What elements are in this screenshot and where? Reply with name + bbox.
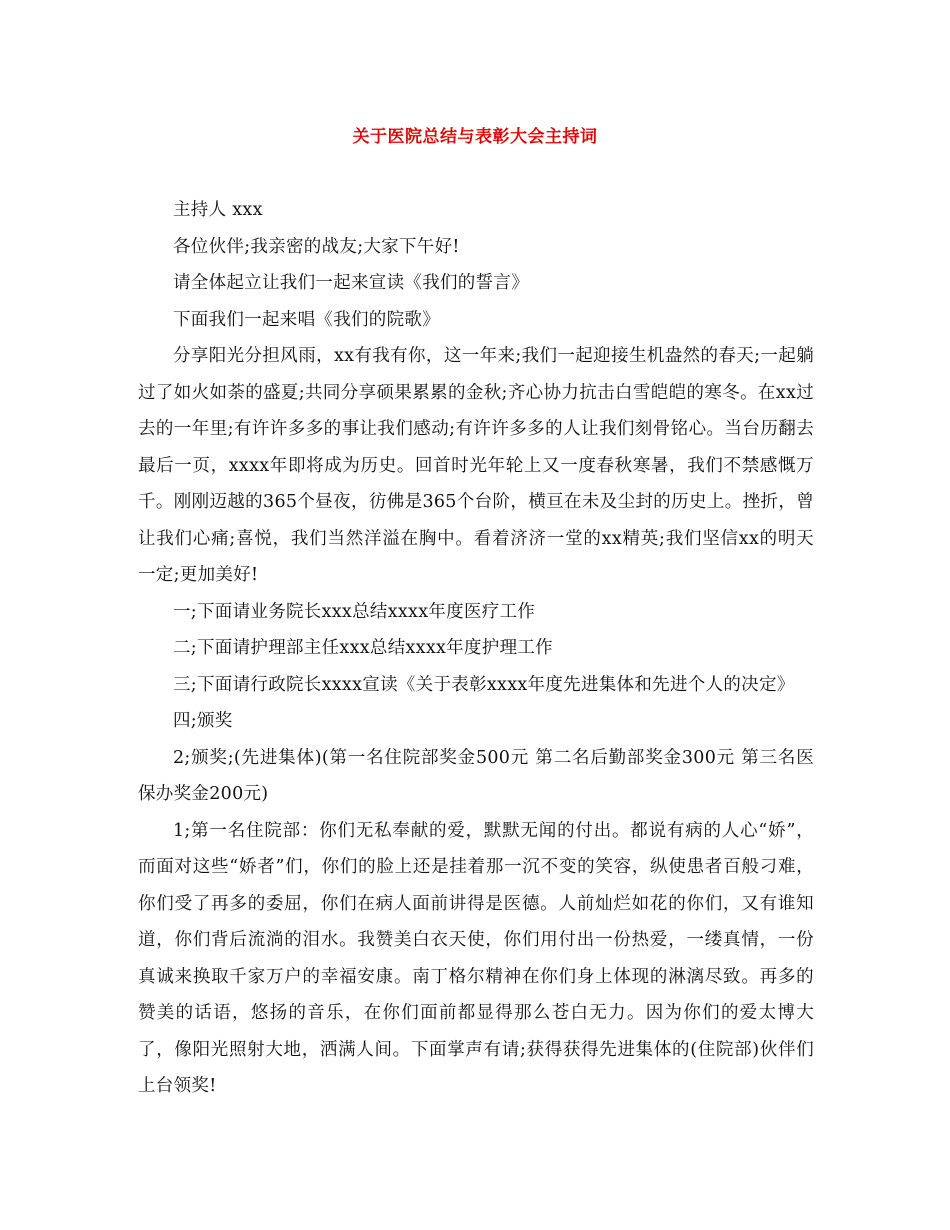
award-list-paragraph: 2;颁奖;(先进集体)(第一名住院部奖金500元 第二名后勤部奖金300元 第三名医保办奖金200元) [138, 747, 814, 804]
review-paragraph: 分享阳光分担风雨，xx有我有你，这一年来;我们一起迎接生机盎然的春天;一起躺过了如火如荼的盛夏;共同分享硕果累累的金秋;齐心协力抗击白雪皑皑的寒冬。在xx过去的一年里;有许许多多的事让我们感动;有许许多多的人让我们刻骨铭心。当台历翻去最后一页，xxxx年即将成为历史。回首时光年轮上又一度春秋寒暑，我们不禁感慨万千。刚刚迈越的365个昼夜，彷佛是365个台阶，横亘在未及尘封的历史上。挫折，曾让我们心痛;喜悦，我们当然洋溢在胸中。看着济济一堂的xx精英;我们坚信xx的明天一定;更加美好! [138, 346, 814, 585]
oath-paragraph: 请全体起立让我们一起来宣读《我们的誓言》 [173, 273, 529, 293]
item-four-paragraph: 四;颁奖 [173, 711, 233, 731]
greeting-paragraph: 各位伙伴;我亲密的战友;大家下午好! [173, 236, 460, 257]
item-one-paragraph: 一;下面请业务院长xxx总结xxxx年度医疗工作 [173, 601, 536, 622]
song-paragraph: 下面我们一起来唱《我们的院歌》 [173, 309, 440, 330]
inpatient-award-paragraph: 1;第一名住院部：你们无私奉献的爱，默默无闻的付出。都说有病的人心“娇”，而面对这些“娇者”们，你们的脸上还是挂着那一沉不变的笑容，纵使患者百般刁难，你们受了再多的委屈，你们在病人面前讲得是医德。人前灿烂如花的你们，又有谁知道，你们背后流淌的泪水。我赞美白衣天使，你们用付出一份热爱，一缕真情，一份真诚来换取千家万户的幸福安康。南丁格尔精神在你们身上体现的淋漓尽致。再多的赞美的话语，悠扬的音乐，在你们面前都显得那么苍白无力。因为你们的爱太博大了，像阳光照射大地，洒满人间。下面掌声有请;获得获得先进集体的(住院部)伙伴们上台领奖! [138, 820, 814, 1096]
item-three-paragraph: 三;下面请行政院长xxxx宣读《关于表彰xxxx年度先进集体和先进个人的决定》 [173, 674, 795, 695]
item-two-paragraph: 二;下面请护理部主任xxx总结xxxx年度护理工作 [173, 638, 553, 658]
host-line: 主持人 xxx [173, 200, 263, 220]
document-body [138, 192, 814, 1105]
document-title: 关于医院总结与表彰大会主持词 [352, 127, 598, 147]
